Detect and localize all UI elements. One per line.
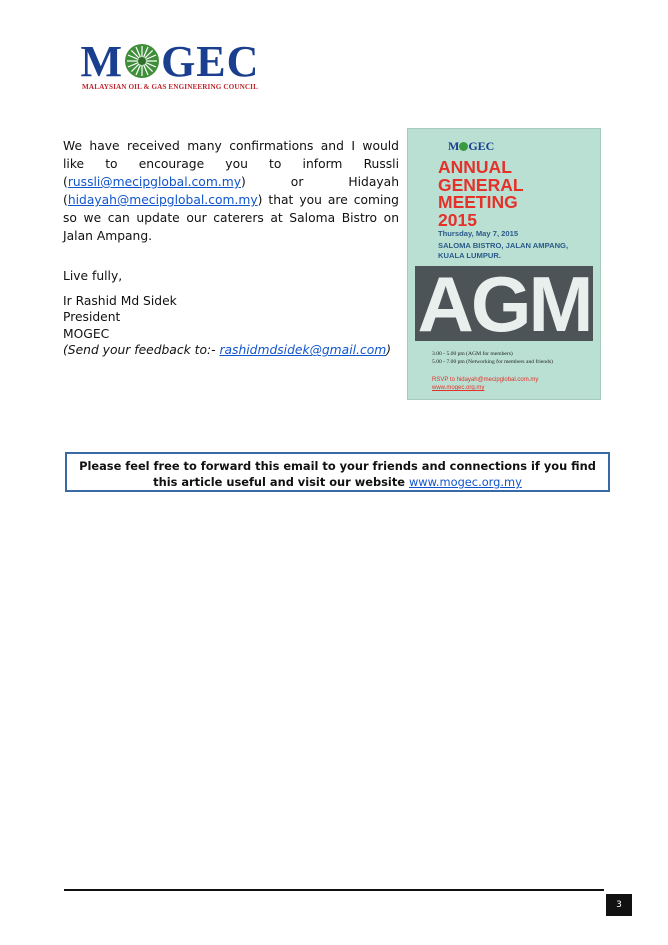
footer-rule <box>64 889 604 891</box>
poster-emblem-icon <box>459 142 468 151</box>
feedback-prefix: (Send your feedback to:- <box>63 343 220 358</box>
poster-venue: SALOMA BISTRO, JALAN AMPANG, KUALA LUMPUR. <box>438 241 569 260</box>
intro-paragraph <box>63 137 399 245</box>
poster-schedule-1: 3.00 - 5.00 pm (AGM for members) <box>432 351 513 357</box>
closing-line: Live fully, <box>63 269 123 283</box>
poster-title-line-2: GENERAL <box>438 174 524 195</box>
signer-org: MOGEC <box>63 326 110 341</box>
page-number: 3 <box>606 894 632 916</box>
hidayah-email-link[interactable]: hidayah@mecipglobal.com.my <box>67 193 258 207</box>
notice-text: Please feel free to forward this email to your friends and connections if you find this article useful and visit our website <box>79 459 596 489</box>
para-text-2: ) or Hidayah ( <box>63 175 399 207</box>
poster-logo <box>448 139 494 154</box>
feedback-suffix: ) <box>386 343 392 358</box>
logo-wordmark <box>64 37 276 86</box>
agm-poster <box>407 128 601 400</box>
russli-email-link[interactable]: russli@mecipglobal.com.my <box>67 175 241 189</box>
signature-block <box>63 268 399 359</box>
logo-letters-left: M <box>80 37 124 86</box>
poster-logo-right: GEC <box>468 139 495 153</box>
logo-letters-right: GEC <box>161 37 260 86</box>
forward-notice-box <box>65 452 610 492</box>
feedback-line <box>63 342 399 359</box>
poster-date: Thursday, May 7, 2015 <box>438 229 519 238</box>
poster-title-line-4: 2015 <box>438 209 477 230</box>
poster-rsvp <box>432 376 538 392</box>
logo-subtitle: MALAYSIAN OIL & GAS ENGINEERING COUNCIL <box>82 83 258 91</box>
palm-emblem-icon <box>124 43 160 79</box>
poster-agm-text: AGM <box>417 260 591 348</box>
poster-logo-left: M <box>448 139 460 153</box>
poster-schedule-2: 5.00 - 7.00 pm (Networking for members and friends) <box>432 359 553 365</box>
poster-agm-banner <box>415 260 593 348</box>
mogec-logo <box>64 37 276 96</box>
poster-rsvp-line: RSVP to hidayah@mecipglobal.com.my <box>432 377 539 383</box>
para-text-1: We have received many confirmations and I would like to encourage you to inform Russli ( <box>63 139 399 189</box>
poster-title-line-1: ANNUAL <box>438 157 512 177</box>
poster-website: www.mogec.org.my <box>432 385 485 391</box>
website-link[interactable]: www.mogec.org.my <box>408 475 522 489</box>
poster-title-line-3: MEETING <box>438 192 518 212</box>
signer-name: Ir Rashid Md Sidek <box>63 293 177 308</box>
signer-role: President <box>63 310 121 325</box>
feedback-email-link[interactable]: rashidmdsidek@gmail.com <box>219 343 387 358</box>
poster-title <box>438 159 524 229</box>
poster-schedule <box>432 350 553 366</box>
para-text-3: ) that you are coming so we can update our caterers at Saloma Bistro on Jalan Ampang. <box>63 193 399 243</box>
